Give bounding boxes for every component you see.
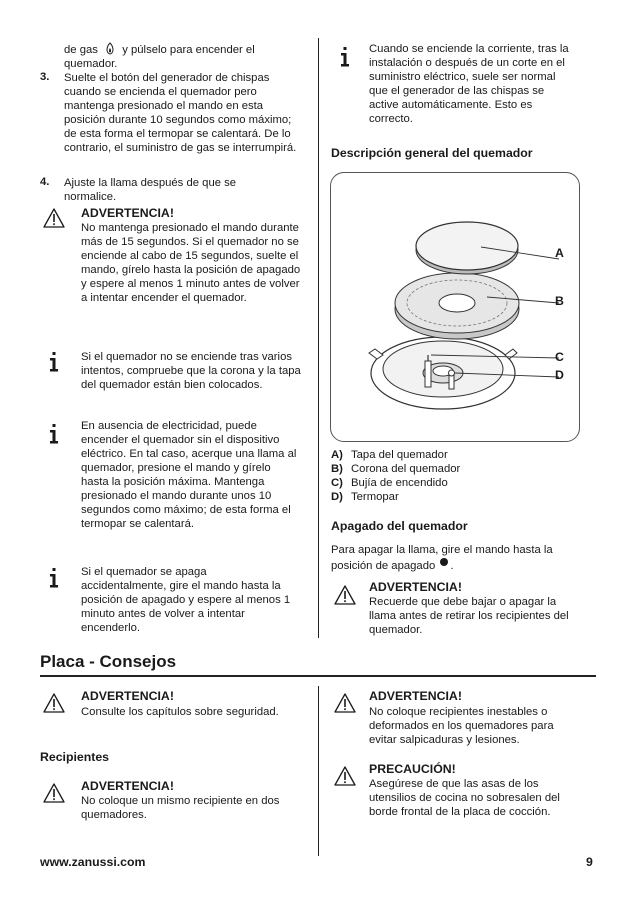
info-icon — [44, 566, 64, 590]
off-position-dot-icon — [440, 558, 448, 566]
legend-list — [331, 448, 571, 504]
recipientes-heading: Recipientes — [40, 750, 110, 764]
warning-triangle-icon — [43, 693, 65, 713]
off-heading: Apagado del quemador — [331, 519, 468, 533]
caution-triangle-icon — [334, 766, 356, 786]
warning-text: No mantenga presionado el mando durante más de 15 segundos. Si el quemador no se enciende al cabo de 15 segundos, suelte el mando, gírelo hasta la posición de apagado y espere al menos 1 minuto antes de volver a intentar encender el quemador. — [81, 222, 301, 304]
legend-item: D) Termopar — [331, 491, 399, 503]
info-text: Si el quemador no se enciende tras varios intentos, compruebe que la corona y la tapa del quemador están bien colocados. — [81, 351, 301, 391]
warning-text: Recuerde que debe bajar o apagar la llama antes de retirar los recipientes del quemador. — [369, 596, 569, 636]
warning-triangle-icon — [43, 208, 65, 228]
page-number: 9 — [586, 855, 593, 869]
warning-triangle-icon — [334, 585, 356, 605]
warning-text: No coloque un mismo recipiente en dos quemadores. — [81, 795, 280, 821]
section-title: Placa - Consejos — [40, 652, 177, 671]
burner-diagram — [330, 172, 580, 442]
warning-text: No coloque recipientes inestables o deformados en los quemadores para evitar salpicaduras y lesiones. — [369, 706, 554, 746]
legend-item: B) Corona del quemador — [331, 463, 461, 475]
caution-text: Asegúrese de que las asas de los utensilios de cocina no sobresalen del borde frontal de la placa de cocción. — [369, 778, 560, 818]
info-icon — [335, 45, 355, 69]
column-divider — [318, 686, 319, 856]
warning-title: ADVERTENCIA! — [81, 206, 174, 220]
step4-number: 4. — [40, 176, 50, 188]
info-icon — [44, 350, 64, 374]
warning-title: ADVERTENCIA! — [81, 779, 174, 793]
off-text: Para apagar la llama, gire el mando hasta la posición de apagado . — [331, 544, 553, 572]
step4-text: Ajuste la llama después de que se normalice. — [64, 177, 237, 203]
warning-text: Consulte los capítulos sobre seguridad. — [81, 706, 279, 718]
caution-title: PRECAUCIÓN! — [369, 762, 456, 776]
column-divider — [318, 38, 319, 638]
warning-title: ADVERTENCIA! — [81, 689, 174, 703]
warning-title: ADVERTENCIA! — [369, 580, 462, 594]
diagram-label-b: B — [555, 294, 564, 308]
burner-illustration — [331, 173, 579, 441]
step3-number: 3. — [40, 71, 50, 83]
diagram-label-c: C — [555, 350, 564, 364]
info-text: Cuando se enciende la corriente, tras la instalación o después de un corte en el suministro eléctrico, suele ser normal que el generador de las chispas se active automáticamente. Esto es correcto. — [369, 43, 569, 125]
legend-item: C) Bujía de encendido — [331, 477, 448, 489]
diagram-heading: Descripción general del quemador — [331, 146, 533, 160]
diagram-label-a: A — [555, 246, 564, 260]
footer-url[interactable]: www.zanussi.com — [40, 855, 146, 869]
info-text: En ausencia de electricidad, puede encender el quemador sin el dispositivo eléctrico. En tal caso, acerque una llama al quemador, presione el mando y gírelo hasta la posición máxima. Mantenga presionado el mando durante unos 10 segundos como máximo; de esta forma el termopar se calentará. — [81, 420, 297, 530]
warning-title: ADVERTENCIA! — [369, 689, 462, 703]
step2-continuation: de gas y púlselo para encender el quemador. — [64, 44, 255, 70]
gas-knob-icon — [105, 42, 115, 55]
warning-triangle-icon — [43, 783, 65, 803]
diagram-label-d: D — [555, 368, 564, 382]
warning-triangle-icon — [334, 693, 356, 713]
info-text: Si el quemador se apaga accidentalmente, gire el mando hasta la posición de apagado y espere al menos 1 minuto antes de volver a intentar encenderlo. — [81, 566, 291, 634]
section-rule — [40, 675, 596, 677]
step3-text: Suelte el botón del generador de chispas cuando se encienda el quemador pero mantenga presionado el mando en esta posición durante 10 segundos como máximo; de esta forma el termopar se calentará. De lo contrario, el suministro de gas se interrumpirá. — [64, 72, 297, 154]
legend-item: A) Tapa del quemador — [331, 449, 448, 461]
info-icon — [44, 422, 64, 446]
